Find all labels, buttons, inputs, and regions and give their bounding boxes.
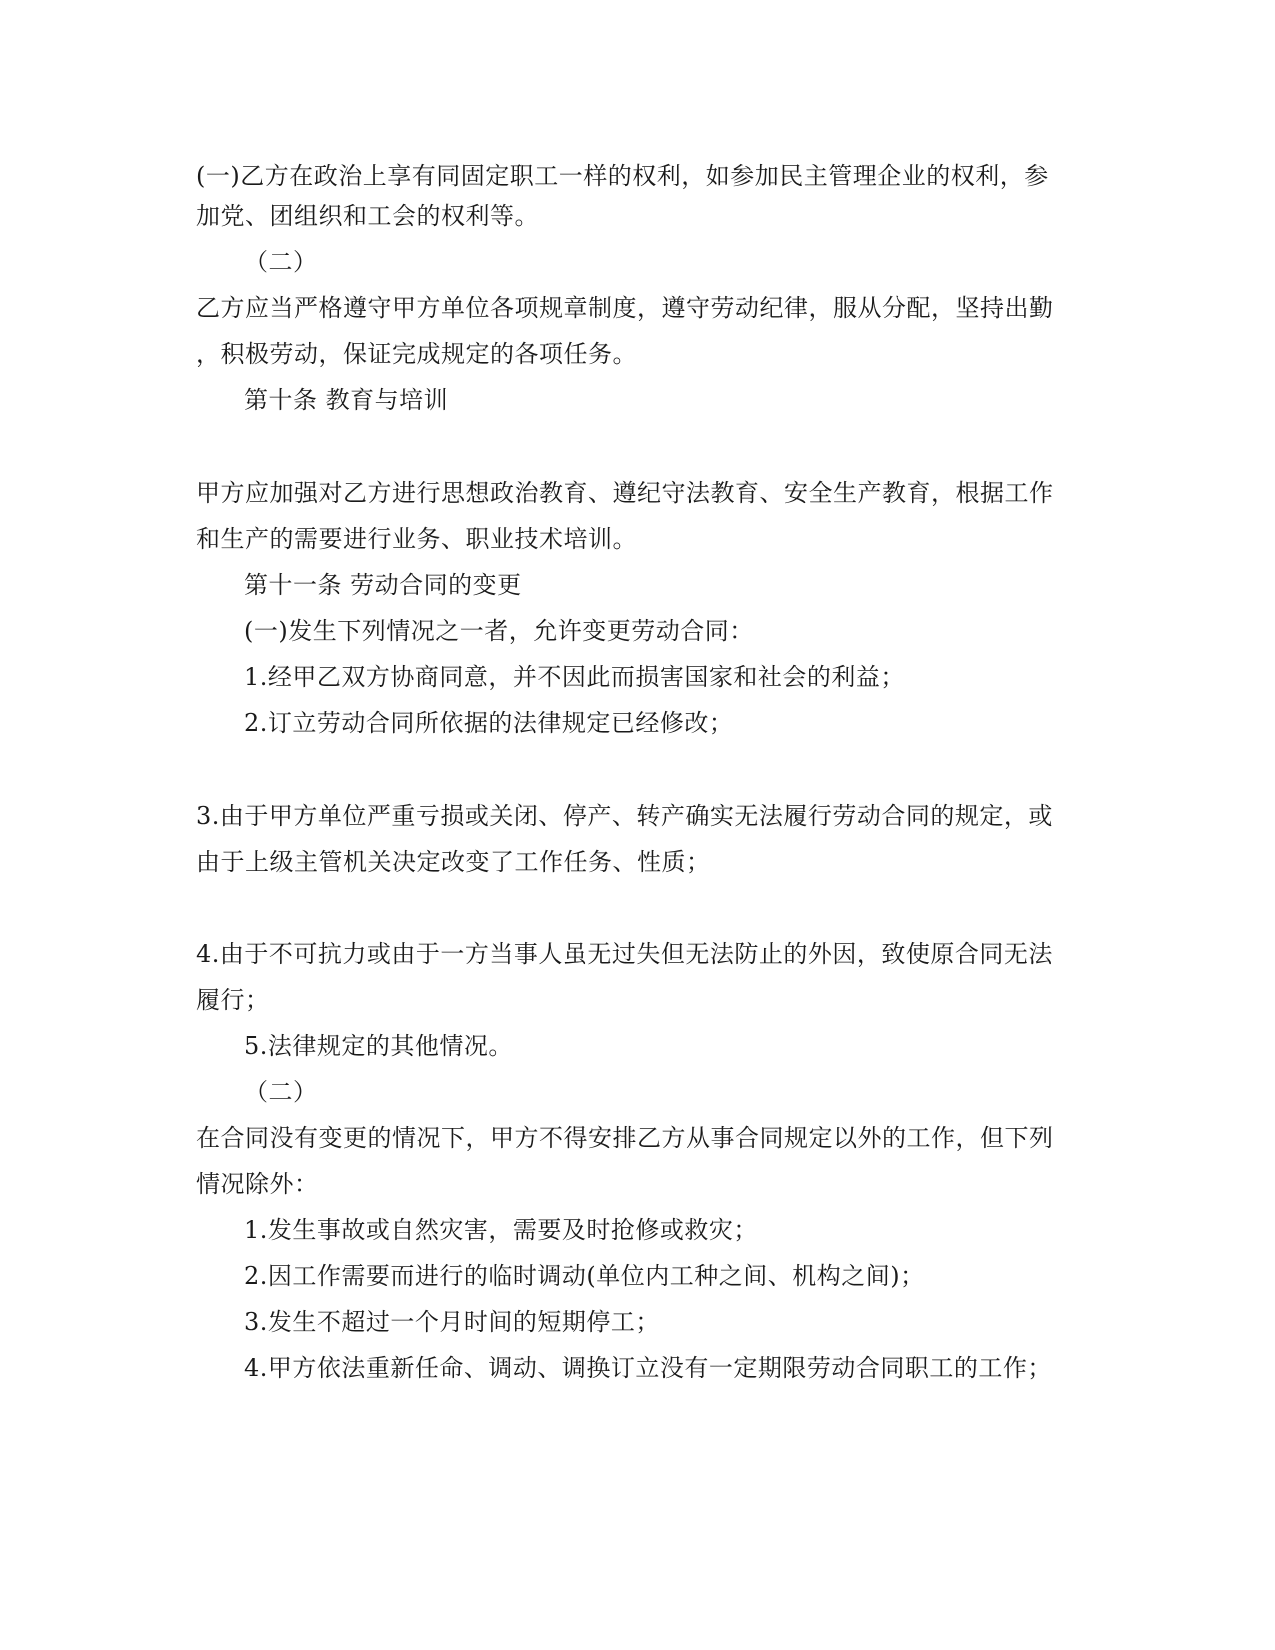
paragraph-line: 由于上级主管机关决定改变了工作任务、性质； [196,848,711,876]
paragraph-line: 甲方应加强对乙方进行思想政治教育、遵纪守法教育、安全生产教育，根据工作 [196,479,1054,507]
list-item: 1.经甲乙双方协商同意，并不因此而损害国家和社会的利益； [244,663,905,691]
section-marker: （二） [244,248,318,276]
article-heading: 第十一条 劳动合同的变更 [244,571,522,599]
paragraph-line: ，积极劳动，保证完成规定的各项任务。 [196,340,637,368]
list-item: 3.发生不超过一个月时间的短期停工； [244,1308,660,1336]
paragraph-line: 履行； [196,986,270,1014]
paragraph-line: 加党、团组织和工会的权利等。 [196,202,539,230]
list-item: 4.甲方依法重新任命、调动、调换订立没有一定期限劳动合同职工的工作； [244,1354,1052,1382]
list-item: 5.法律规定的其他情况。 [244,1032,513,1060]
list-item: 2.因工作需要而进行的临时调动(单位内工种之间、机构之间)； [244,1262,925,1290]
paragraph-line: 和生产的需要进行业务、职业技术培训。 [196,525,637,553]
paragraph-line: 情况除外： [196,1170,319,1198]
list-item: 2.订立劳动合同所依据的法律规定已经修改； [244,709,734,737]
list-item: 4.由于不可抗力或由于一方当事人虽无过失但无法防止的外因，致使原合同无法 [196,940,1053,968]
paragraph-line: (一)乙方在政治上享有同固定职工一样的权利，如参加民主管理企业的权利，参 [196,162,1049,190]
paragraph-line: 乙方应当严格遵守甲方单位各项规章制度，遵守劳动纪律，服从分配，坚持出勤 [196,294,1054,322]
list-item: 3.由于甲方单位严重亏损或关闭、停产、转产确实无法履行劳动合同的规定，或 [196,802,1053,830]
article-heading: 第十条 教育与培训 [244,386,449,414]
paragraph-line: 在合同没有变更的情况下，甲方不得安排乙方从事合同规定以外的工作，但下列 [196,1124,1054,1152]
list-item: 1.发生事故或自然灾害，需要及时抢修或救灾； [244,1216,758,1244]
paragraph-line: (一)发生下列情况之一者，允许变更劳动合同： [244,617,754,645]
section-marker: （二） [244,1078,318,1106]
